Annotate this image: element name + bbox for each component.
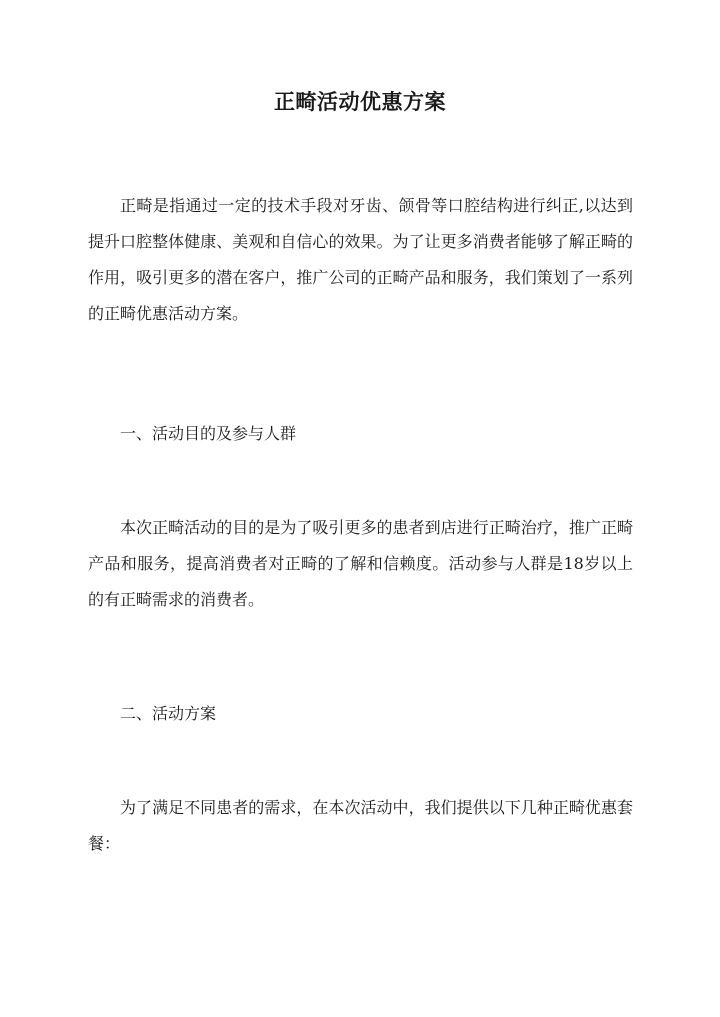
plan-paragraph: 为了满足不同患者的需求，在本次活动中，我们提供以下几种正畸优惠套餐： [88,798,633,853]
document-title: 正畸活动优惠方案 [274,89,446,114]
section-heading-plan: 二、活动方案 [120,704,217,723]
intro-paragraph: 正畸是指通过一定的技术手段对牙齿、颌骨等口腔结构进行纠正,以达到提升口腔整体健康、美观和自信心的效果。为了让更多消费者能够了解正畸的作用，吸引更多的潜在客户，推广公司的正畸产品和服务，我们策划了一系列的正畸优惠活动方案。 [88,196,633,323]
section-heading-purpose: 一、活动目的及参与人群 [120,424,297,443]
purpose-paragraph: 本次正畸活动的目的是为了吸引更多的患者到店进行正畸治疗，推广正畸产品和服务，提高消费者对正畸的了解和信赖度。活动参与人群是18岁以上的有正畸需求的消费者。 [88,518,633,609]
